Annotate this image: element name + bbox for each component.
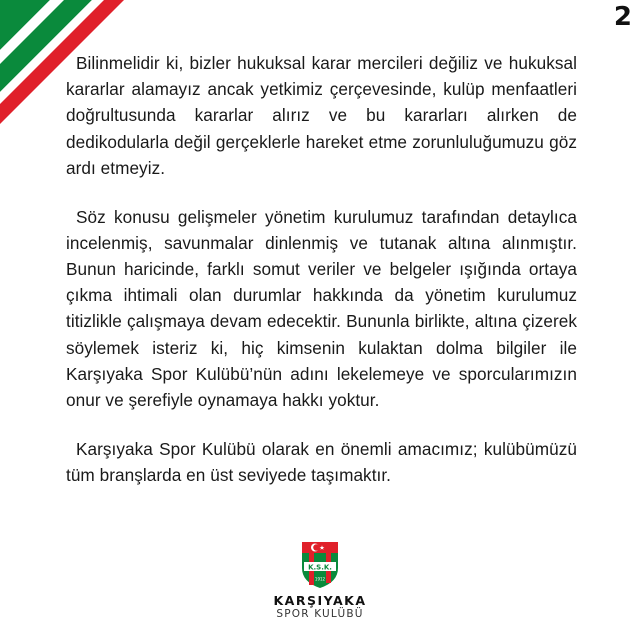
club-logo <box>270 538 370 620</box>
crest-year: 1912 <box>314 576 326 582</box>
club-crest-icon <box>298 538 342 590</box>
statement-paragraph-1: Bilinmelidir ki, bizler hukuksal karar mercileri değiliz ve hukuksal kararlar alamayız ancak yetkimiz çerçevesinde, kulüp menfaatleri doğrultusunda kararlar alırız ve bu kararları alırken de dedikodularla değil gerçeklerle hareket etme zorunluluğumuzu göz ardı etmeyiz. <box>66 53 577 178</box>
club-subtitle: SPOR KULÜBÜ <box>276 607 364 620</box>
statement-paragraph-3: Karşıyaka Spor Kulübü olarak en önemli amacımız; kulübümüzü tüm branşlarda en üst seviyede taşımaktır. <box>66 438 577 485</box>
statement-paragraph-2: Söz konusu gelişmeler yönetim kurulumuz tarafından detaylıca incelenmiş, savunmalar dinlenmiş ve tutanak altına alınmıştır. Bunun haricinde, farklı somut veriler ve belgeler ışığında ortaya çıkma ihtimali olan durumlar hakkında da yönetim kurulumuz titizlikle çalışmaya devam edecektir. Bununla birlikte, altına çizerek söylemek isteriz ki, hiç kimsenin kulaktan dolma bilgiler ile Karşıyaka Spor Kulübü’nün adını lekelemeye ve sporcularımızın onur ve şerefiyle oynamaya hakkı yoktur. <box>66 206 577 410</box>
club-name: KARŞIYAKA <box>273 593 367 608</box>
crest-letters: K.S.K. <box>308 563 332 572</box>
statement-body <box>66 50 577 511</box>
page-number: 2 <box>613 2 632 32</box>
